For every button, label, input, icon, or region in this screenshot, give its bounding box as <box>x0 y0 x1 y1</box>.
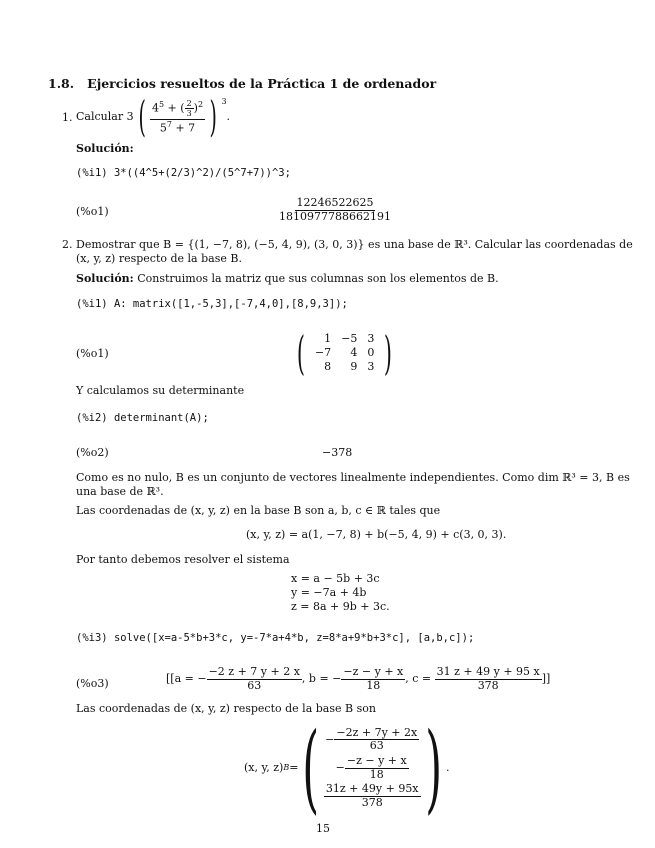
ex2-prompt-line1: Demostrar que B = {(1, −7, 8), (−5, 4, 9), (3, 0, 3)} es una base de ℝ³. Calcular las coordenadas de <box>76 238 633 251</box>
ex2-system-text: Por tanto debemos resolver el sistema <box>76 553 290 566</box>
ex1-paren-open: ( <box>138 92 146 141</box>
matrix-cell: 3 <box>367 360 375 373</box>
section-title: Ejercicios resueltos de la Práctica 1 de ordenador <box>87 76 437 91</box>
o3-c: , c = <box>405 672 432 686</box>
o3-c-num: 31 z + 49 y + 95 x <box>436 665 540 678</box>
final-lhs: (x, y, z) <box>244 761 284 775</box>
matrix-table <box>310 332 379 374</box>
matrix-row <box>310 346 379 360</box>
o3-b-frac <box>341 666 405 692</box>
vector-entry-frac <box>345 755 409 781</box>
ex2-para1-line1: Como es no nulo, B es un conjunto de vectores linealmente independientes. Como dim ℝ³ = 3, B es <box>76 471 630 484</box>
ex1-output-den: 1810977788662191 <box>279 209 391 223</box>
ex2-i3-line <box>76 632 474 645</box>
ex1-numerator: $4^5$ + ( $\frac{2}{3}$ )$^2$ <box>151 99 204 119</box>
vector-entry-num: −z − y + x <box>346 753 407 767</box>
final-sub: B <box>283 763 290 772</box>
system-eq: z = 8a + 9b + 3c. <box>291 600 390 613</box>
ex1-den-rest: + 7 <box>171 121 196 135</box>
matrix-paren-open: ( <box>296 326 306 380</box>
final-dot: . <box>445 761 450 775</box>
vector-entry-den: 378 <box>361 795 383 809</box>
ex1-inner-exp: 2 <box>197 100 204 110</box>
o3-a-den: 63 <box>247 678 262 692</box>
ex1-statement <box>76 92 231 141</box>
ex1-output-frac <box>280 197 390 223</box>
vector-entry-sign: − <box>325 732 335 746</box>
ex2-matrix <box>292 326 397 380</box>
section-heading <box>48 76 436 92</box>
vector-entry-num: −2z + 7y + 2x <box>336 725 418 739</box>
vector-entry-frac <box>324 783 421 809</box>
matrix-cell: −7 <box>314 346 332 359</box>
ex2-i2-line <box>76 412 209 425</box>
matrix-cell: 0 <box>367 346 375 359</box>
system-eq: y = −7a + 4b <box>291 586 367 599</box>
ex1-period: . <box>226 110 231 124</box>
ex1-num-base: 4 <box>151 101 159 115</box>
ex1-output-num: 12246522625 <box>296 196 374 209</box>
ex1-output <box>280 197 390 223</box>
ex1-denominator <box>158 120 197 135</box>
matrix-cell: 8 <box>324 360 332 373</box>
ex1-inner-frac <box>185 99 194 118</box>
vector-entry <box>336 755 409 781</box>
ex1-number: 1. <box>62 111 73 124</box>
ex2-i2-label: (%i2) <box>76 412 108 424</box>
matrix-row <box>310 360 379 374</box>
ex1-input-label: (%i1) <box>76 167 108 179</box>
ex2-prompt-line2: (x, y, z) respecto de la base B. <box>76 252 242 265</box>
ex1-inner-den: 3 <box>186 109 192 119</box>
final-eq: = <box>289 761 299 775</box>
matrix-row <box>310 332 379 346</box>
ex2-o2-label: (%o2) <box>76 446 109 459</box>
ex1-output-label: (%o1) <box>76 205 109 218</box>
ex2-i1-code: A: matrix([1,-5,3],[-7,4,0],[8,9,3]); <box>113 298 348 310</box>
ex2-number: 2. <box>62 238 73 251</box>
o3-close: ]] <box>541 672 551 686</box>
vector-entry-frac <box>334 727 419 753</box>
vector-paren-open: ( <box>302 712 320 824</box>
ex2-o2-value: −378 <box>322 446 353 459</box>
ex1-outer-exp: 3 <box>221 97 227 106</box>
ex1-coef: 3 <box>126 110 134 124</box>
ex1-prompt: Calcular <box>76 110 124 124</box>
matrix-cell: 1 <box>324 332 332 345</box>
ex2-i3-label: (%i3) <box>76 632 108 644</box>
ex1-solution-label: Solución: <box>76 142 134 155</box>
vector-entry-num: 31z + 49y + 95x <box>325 782 419 796</box>
ex2-o3-label: (%o3) <box>76 677 109 690</box>
ex1-input-line <box>76 167 291 180</box>
ex2-equation: (x, y, z) = a(1, −7, 8) + b(−5, 4, 9) + c(3, 0, 3). <box>246 528 507 541</box>
ex1-num-exp: 5 <box>158 100 165 110</box>
ex2-det-text: Y calculamos su determinante <box>76 384 245 397</box>
o3-b-den: 18 <box>366 678 381 692</box>
matrix-paren-close: ) <box>384 326 393 380</box>
ex1-inner-num: 2 <box>186 99 192 109</box>
ex2-i2-code: determinant(A); <box>113 412 209 424</box>
ex1-input-code: 3*((4^5+(2/3)^2)/(5^7+7))^3; <box>113 167 291 179</box>
o3-open: [[a = − <box>166 672 207 686</box>
matrix-cell: 4 <box>350 346 358 359</box>
matrix-cell: 9 <box>350 360 358 373</box>
matrix-cell: 3 <box>367 332 375 345</box>
vector-entry-den: 18 <box>369 767 384 781</box>
ex2-solution <box>76 272 499 286</box>
page-number: 15 <box>316 822 330 835</box>
section-number: 1.8. <box>48 76 75 91</box>
ex2-para2: Las coordenadas de (x, y, z) en la base B son a, b, c ∈ ℝ tales que <box>76 504 441 517</box>
ex2-para1-line2: una base de ℝ³. <box>76 485 164 498</box>
ex2-i3-code: solve([x=a-5*b+3*c, y=-7*a+4*b, z=8*a+9*b+3*c], [a,b,c]); <box>113 632 475 644</box>
matrix-cell: −5 <box>341 332 358 345</box>
ex1-plus: + ( <box>164 101 185 115</box>
ex2-solution-text: Construimos la matriz que sus columnas son los elementos de B. <box>137 272 499 285</box>
vector-entry <box>325 727 419 753</box>
system-eq: x = a − 5b + 3c <box>291 572 380 585</box>
o3-b-num: −z − y + x <box>343 665 404 678</box>
ex2-o3-output <box>166 666 550 692</box>
ex2-final-text: Las coordenadas de (x, y, z) respecto de la base B son <box>76 702 376 715</box>
ex2-solution-label: Solución: <box>76 272 134 285</box>
ex2-o1-label: (%o1) <box>76 347 109 360</box>
ex2-i1-label: (%i1) <box>76 298 108 310</box>
vector-paren-close: ) <box>424 712 442 824</box>
ex1-den-exp: 7 <box>166 119 172 129</box>
vector-entries <box>324 727 421 810</box>
o3-b: , b = − <box>301 672 342 686</box>
vector-entry <box>324 783 421 809</box>
ex1-den-base: 5 <box>159 121 167 135</box>
vector-entry-den: 63 <box>369 739 384 753</box>
ex2-system <box>291 572 390 614</box>
o3-a-num: −2 z + 7 y + 2 x <box>208 665 300 678</box>
ex2-final-vector <box>244 712 450 824</box>
ex1-fraction <box>150 99 205 135</box>
vector-entry-sign: − <box>335 761 345 775</box>
ex2-i1-line <box>76 298 348 311</box>
o3-c-den: 378 <box>477 678 499 692</box>
o3-c-frac <box>435 666 542 692</box>
ex1-paren-close: ) <box>209 92 217 141</box>
o3-a-frac <box>207 666 302 692</box>
